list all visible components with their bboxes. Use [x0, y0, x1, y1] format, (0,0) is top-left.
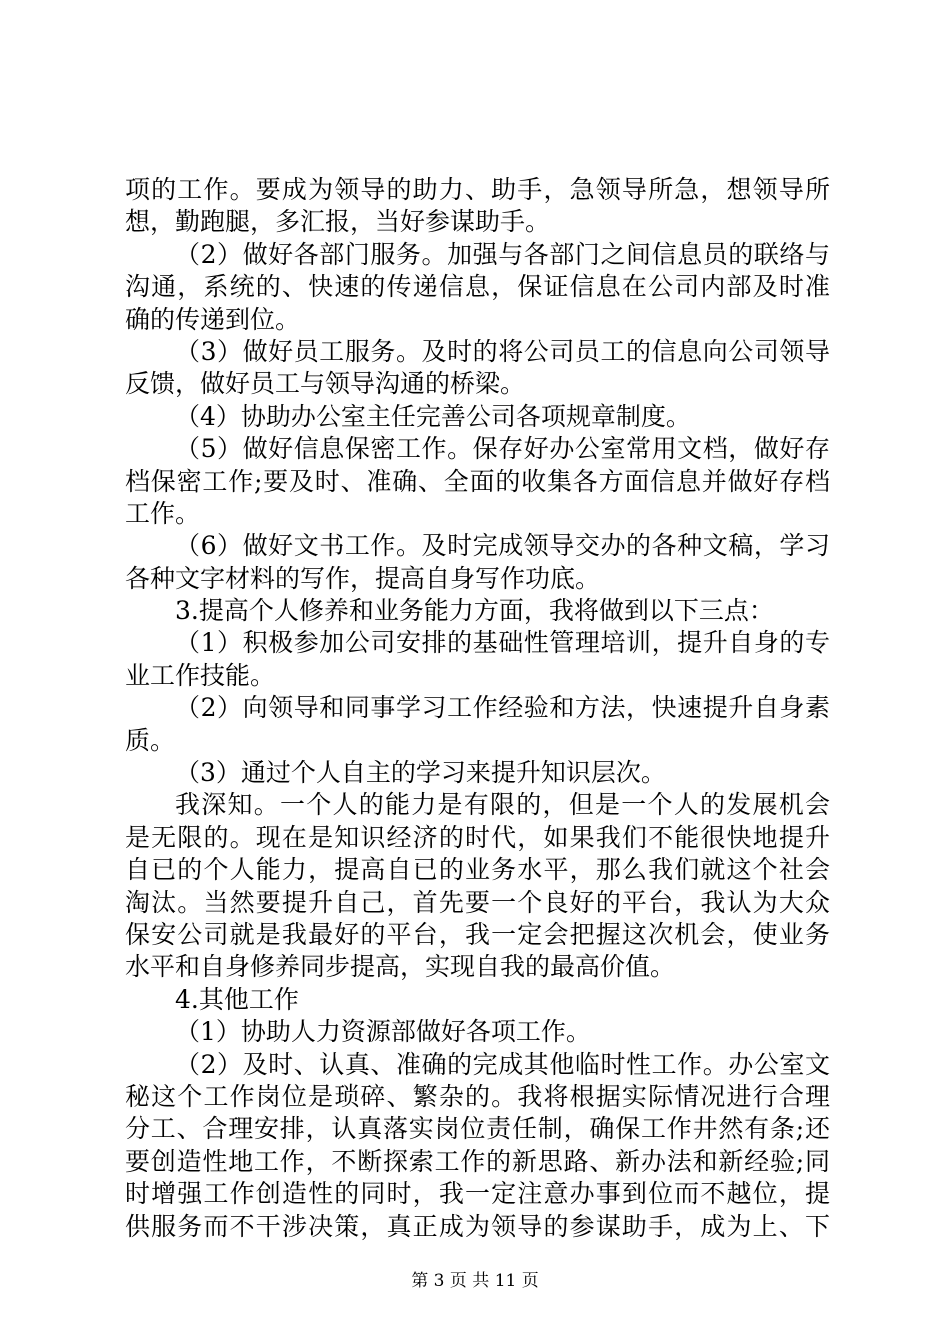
text-line: 秘这个工作岗位是琐碎、繁杂的。我将根据实际情况进行合理: [125, 1081, 830, 1111]
text-line: 质。: [125, 725, 176, 755]
text-line: （3）通过个人自主的学习来提升知识层次。: [175, 758, 666, 788]
text-line: 确的传递到位。: [125, 304, 301, 334]
text-line: 各种文字材料的写作，提高自身写作功底。: [125, 563, 601, 593]
text-line: 时增强工作创造性的同时，我一定注意办事到位而不越位，提: [125, 1179, 830, 1209]
text-line: 档保密工作;要及时、准确、全面的收集各方面信息并做好存档: [125, 466, 830, 496]
text-line: 是无限的。现在是知识经济的时代，如果我们不能很快地提升: [125, 822, 830, 852]
text-line: 沟通，系统的、快速的传递信息，保证信息在公司内部及时准: [125, 272, 830, 302]
text-line: （1）积极参加公司安排的基础性管理培训，提升自身的专: [175, 628, 830, 658]
text-line: （3）做好员工服务。及时的将公司员工的信息向公司领导: [175, 336, 830, 366]
text-line: 淘汰。当然要提升自己，首先要一个良好的平台，我认为大众: [125, 887, 830, 917]
text-line: 自已的个人能力，提高自已的业务水平，那么我们就这个社会: [125, 855, 830, 885]
text-line: 业工作技能。: [125, 660, 276, 690]
text-line: 4.其他工作: [175, 984, 299, 1014]
page-footer: 第 3 页 共 11 页: [411, 1271, 539, 1291]
text-line: （6）做好文书工作。及时完成领导交办的各种文稿，学习: [175, 531, 830, 561]
text-line: 要创造性地工作，不断探索工作的新思路、新办法和新经验;同: [125, 1146, 830, 1176]
document-body: [125, 174, 830, 1243]
text-line: 项的工作。要成为领导的助力、助手，急领导所急，想领导所: [125, 175, 830, 204]
text-line: 保安公司就是我最好的平台，我一定会把握这次机会，使业务: [125, 919, 830, 949]
text-line: （1）协助人力资源部做好各项工作。: [175, 1017, 591, 1047]
text-line: 想，勤跑腿，多汇报，当好参谋助手。: [125, 207, 551, 237]
text-line: 3.提高个人修养和业务能力方面，我将做到以下三点：: [175, 596, 774, 626]
text-line: （5）做好信息保密工作。保存好办公室常用文档，做好存: [175, 434, 830, 464]
text-line: （4）协助办公室主任完善公司各项规章制度。: [175, 401, 691, 431]
text-line: 反馈，做好员工与领导沟通的桥梁。: [125, 369, 526, 399]
text-line: 水平和自身修养同步提高，实现自我的最高价值。: [125, 952, 676, 982]
text-line: 供服务而不干涉决策，真正成为领导的参谋助手，成为上、下: [125, 1211, 830, 1241]
text-line: （2）向领导和同事学习工作经验和方法，快速提升自身素: [175, 693, 830, 723]
text-line: （2）做好各部门服务。加强与各部门之间信息员的联络与: [175, 239, 830, 269]
text-line: 我深知。一个人的能力是有限的，但是一个人的发展机会: [175, 790, 830, 820]
text-line: （2）及时、认真、准确的完成其他临时性工作。办公室文: [175, 1049, 830, 1079]
text-line: 工作。: [125, 498, 201, 528]
text-line: 分工、合理安排，认真落实岗位责任制，确保工作井然有条;还: [125, 1114, 830, 1144]
